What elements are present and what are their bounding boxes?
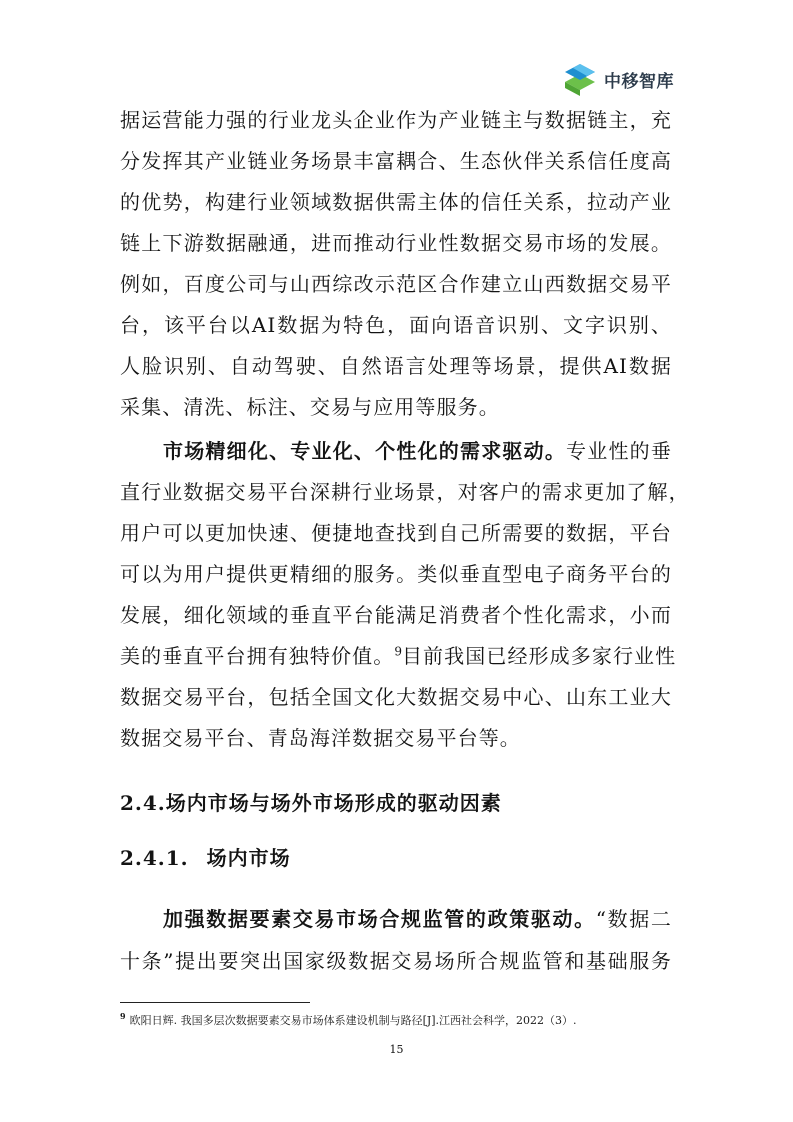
text-line: 台，该平台以AI数据为特色，面向语音识别、文字识别、 xyxy=(120,313,672,337)
section-heading-2-4-1 xyxy=(120,838,291,879)
text-line: 采集、清洗、标注、交易与应用等服务。 xyxy=(120,395,500,419)
text-segment: “数据二 xyxy=(595,907,673,931)
paragraph-3 xyxy=(120,898,672,982)
text-line xyxy=(120,431,672,472)
text-line xyxy=(120,636,677,677)
text-line: 链上下游数据融通，进而推动行业性数据交易市场的发展。 xyxy=(120,231,672,255)
text-segment: 目前我国已经形成多家行业性 xyxy=(401,644,677,668)
paragraph-lead-bold: 加强数据要素交易市场合规监管的政策驱动。 xyxy=(163,907,596,931)
text-line: 可以为用户提供更精细的服务。类似垂直型电子商务平台的 xyxy=(120,562,672,586)
heading-title: 场内市场 xyxy=(206,846,291,870)
paragraph-1 xyxy=(120,100,672,428)
footnote-number: 9 xyxy=(120,1011,126,1022)
page-number: 15 xyxy=(389,1043,404,1056)
text-line: 数据交易平台、青岛海洋数据交易平台等。 xyxy=(120,726,521,750)
text-line: 直行业数据交易平台深耕行业场景，对客户的需求更加了解， xyxy=(120,480,690,504)
footnote xyxy=(120,1013,577,1029)
header-logo xyxy=(560,58,680,98)
logo-text: 中移智库 xyxy=(604,72,674,92)
text-line: 分发挥其产业链业务场景丰富耦合、生态伙伴关系信任度高 xyxy=(120,149,672,173)
footnote-text: 欧阳日辉. 我国多层次数据要素交易市场体系建设机制与路径[J].江西社会科学，2022（3）. xyxy=(129,1014,577,1027)
footnote-reference: 9 xyxy=(394,644,402,659)
text-line: 发展，细化领域的垂直平台能满足消费者个性化需求，小而 xyxy=(120,603,672,627)
paragraph-lead-bold: 市场精细化、专业化、个性化的需求驱动。 xyxy=(163,439,567,463)
text-line: 据运营能力强的行业龙头企业作为产业链主与数据链主，充 xyxy=(120,108,672,132)
text-line xyxy=(120,898,672,940)
text-line: 十条”提出要突出国家级数据交易场所合规监管和基础服务 xyxy=(120,949,672,973)
text-line: 用户可以更加快速、便捷地查找到自己所需要的数据，平台 xyxy=(120,521,672,545)
text-line: 数据交易平台，包括全国文化大数据交易中心、山东工业大 xyxy=(120,685,672,709)
footnote-separator xyxy=(120,1002,310,1003)
text-line: 人脸识别、自动驾驶、自然语言处理等场景，提供AI数据 xyxy=(120,354,672,378)
text-segment: 美的垂直平台拥有独特价值。 xyxy=(120,644,395,668)
section-heading-2-4: 2.4.场内市场与场外市场形成的驱动因素 xyxy=(120,791,502,815)
text-line: 例如，百度公司与山西综改示范区合作建立山西数据交易平 xyxy=(120,272,672,296)
paragraph-2 xyxy=(120,431,690,759)
china-mobile-think-tank-logo-icon xyxy=(560,58,600,98)
heading-number: 2.4.1. xyxy=(120,846,189,870)
text-segment: 专业性的垂 xyxy=(566,439,672,463)
text-line: 的优势，构建行业领域数据供需主体的信任关系，拉动产业 xyxy=(120,190,672,214)
